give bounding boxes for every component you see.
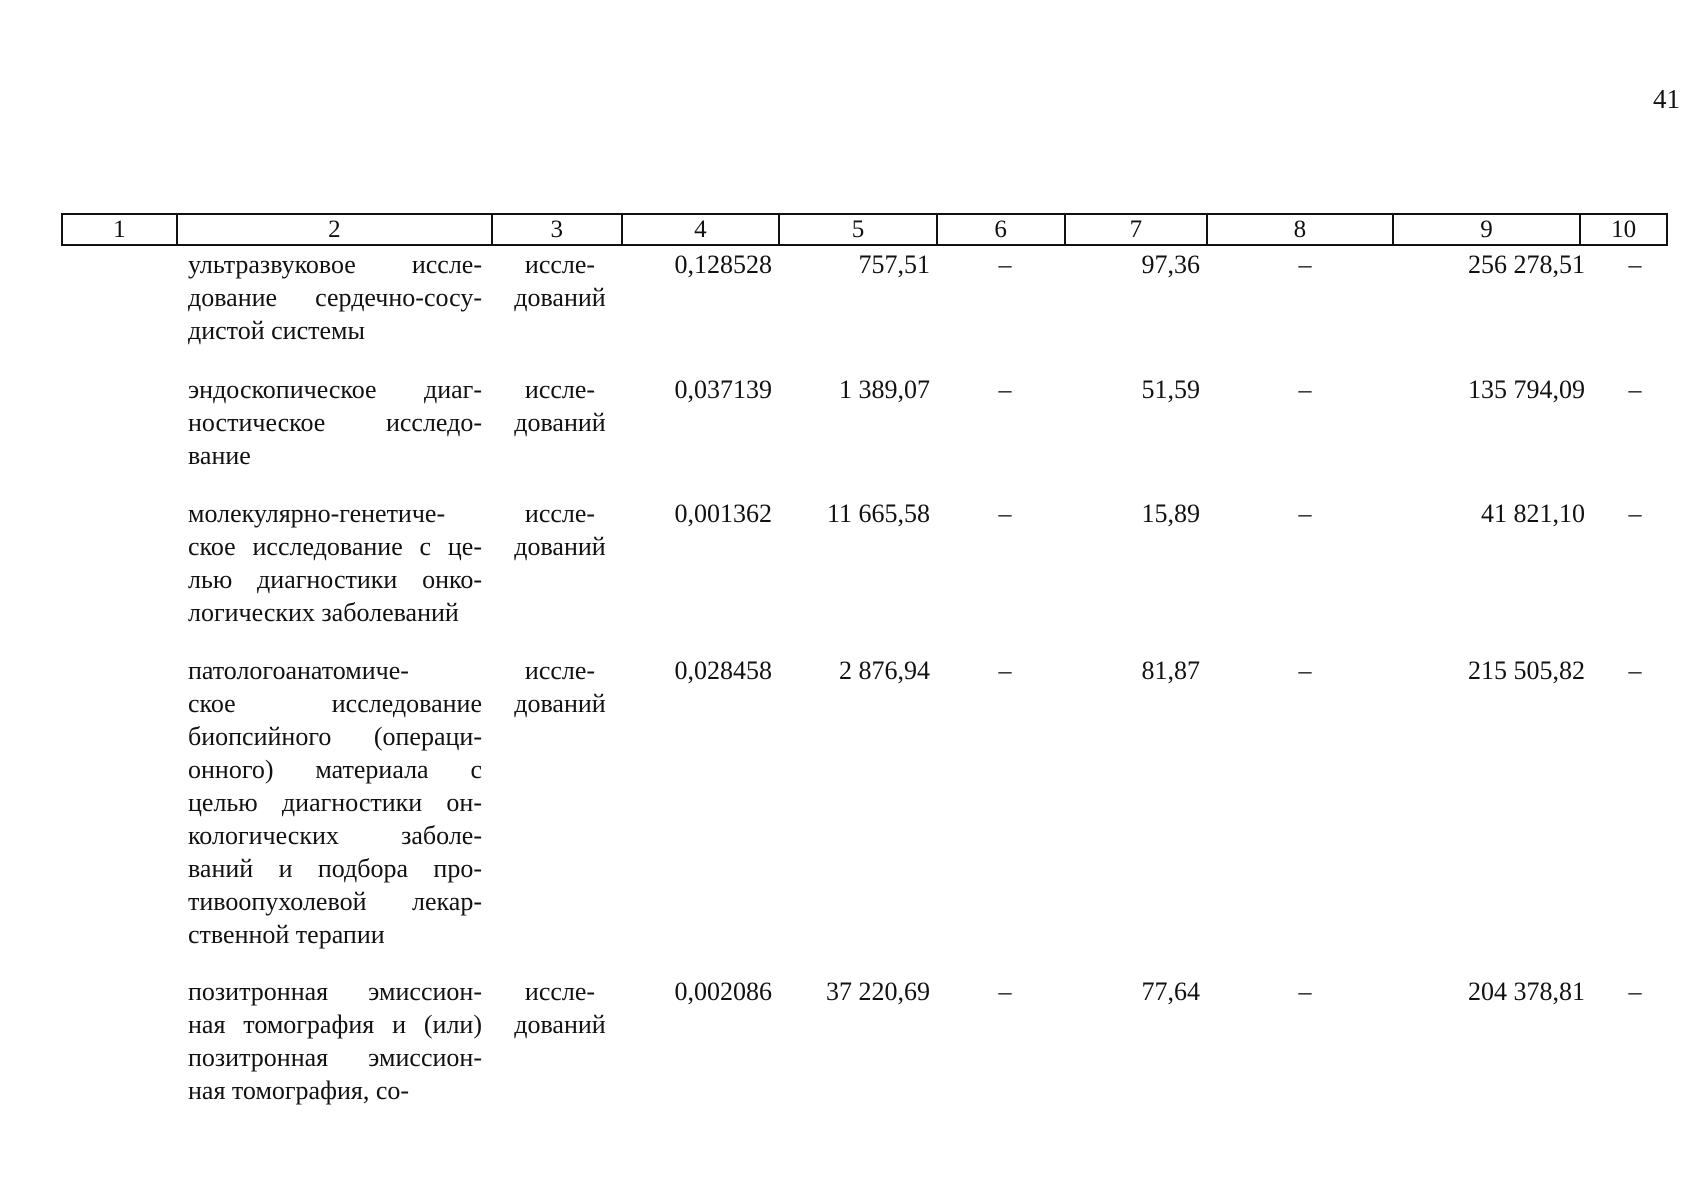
service-name-line: дование сердечно-сосу- [188, 283, 482, 312]
cell-col-4: 0,037139 [674, 375, 772, 404]
cell-col-6: – [998, 375, 1012, 404]
column-header-1: 1 [63, 215, 178, 244]
column-header-4: 4 [623, 215, 781, 244]
unit-line: дований [514, 408, 606, 437]
cell-col-5: 37 220,69 [826, 977, 930, 1006]
service-name [188, 248, 482, 347]
service-name-line: тивоопухолевой лекар- [188, 887, 482, 916]
service-name-line: целью диагностики он- [188, 788, 482, 817]
service-name-line: ское исследование с це- [188, 532, 482, 561]
service-name-line: дистой системы [188, 316, 365, 345]
cell-col-8: – [1298, 499, 1312, 528]
cell-col-5: 2 876,94 [839, 656, 930, 685]
cell-col-7: 97,36 [1141, 250, 1200, 279]
unit-line: иссле- [524, 656, 596, 685]
service-name-line: молекулярно-генетиче- [188, 499, 446, 528]
service-name-line: кологических заболе- [188, 821, 482, 850]
service-name [188, 497, 482, 629]
unit-line: иссле- [524, 375, 596, 404]
cell-col-8: – [1298, 250, 1312, 279]
cell-col-9: 135 794,09 [1468, 375, 1585, 404]
unit-line: дований [514, 532, 606, 561]
cell-col-5: 757,51 [858, 250, 930, 279]
service-name-line: патологоанатомиче- [188, 656, 409, 685]
unit [505, 654, 615, 720]
cell-col-10: – [1628, 375, 1642, 404]
column-header-10: 10 [1611, 215, 1637, 243]
cell-col-7: 77,64 [1141, 977, 1200, 1006]
service-name-line: позитронная эмиссион- [188, 1043, 482, 1072]
unit [505, 975, 615, 1041]
cell-col-4: 0,128528 [674, 250, 772, 279]
cell-col-4: 0,028458 [674, 656, 772, 685]
service-name-line: онного) материала с [188, 755, 482, 784]
column-header-5: 5 [780, 215, 938, 244]
unit [505, 497, 615, 563]
service-name-line: ная томография, со- [188, 1076, 410, 1105]
cell-col-7: 15,89 [1141, 499, 1200, 528]
column-header-9: 9 [1394, 215, 1582, 244]
service-name-line: ультразвуковое иссле- [188, 250, 482, 279]
cell-col-9: 215 505,82 [1468, 656, 1585, 685]
service-name-line: ная томография и (или) [188, 1010, 482, 1039]
cell-col-8: – [1298, 375, 1312, 404]
unit-line: дований [514, 1010, 606, 1039]
cell-col-8: – [1298, 977, 1312, 1006]
service-name [188, 654, 482, 951]
cell-col-8: – [1298, 656, 1312, 685]
cell-col-6: – [998, 250, 1012, 279]
service-name-line: ваний и подбора про- [188, 854, 482, 883]
service-name-line: эндоскопическое диаг- [188, 375, 482, 404]
cell-col-10: – [1628, 499, 1642, 528]
cell-col-9: 41 821,10 [1481, 499, 1585, 528]
unit-line: иссле- [524, 250, 596, 279]
service-name [188, 975, 482, 1107]
cell-col-9: 256 278,51 [1468, 250, 1585, 279]
column-header-6: 6 [938, 215, 1066, 244]
service-name-line: позитронная эмиссион- [188, 977, 482, 1006]
service-name-line: биопсийного (операци- [188, 722, 482, 751]
cell-col-6: – [998, 977, 1012, 1006]
cell-col-7: 51,59 [1141, 375, 1200, 404]
cell-col-7: 81,87 [1141, 656, 1200, 685]
unit [505, 373, 615, 439]
service-name-line: ственной терапии [188, 920, 385, 949]
cell-col-10: – [1628, 977, 1642, 1006]
column-header-7: 7 [1066, 215, 1209, 244]
unit-line: иссле- [524, 499, 596, 528]
page-number: 41 [1653, 84, 1680, 114]
unit-line: иссле- [524, 977, 596, 1006]
cell-col-4: 0,001362 [674, 499, 772, 528]
service-name-line: лью диагностики онко- [188, 565, 482, 594]
cell-col-10: – [1628, 250, 1642, 279]
column-header-2: 2 [178, 215, 493, 244]
cell-col-6: – [998, 656, 1012, 685]
unit [505, 248, 615, 314]
cell-col-9: 204 378,81 [1468, 977, 1585, 1006]
service-name-line: логических заболеваний [188, 598, 459, 627]
column-number-header [61, 213, 1668, 246]
cell-col-10: – [1628, 656, 1642, 685]
column-header-8: 8 [1208, 215, 1394, 244]
column-header-3: 3 [493, 215, 623, 244]
cell-col-5: 11 665,58 [826, 499, 930, 528]
cell-col-5: 1 389,07 [839, 375, 930, 404]
service-name [188, 373, 482, 472]
service-name-line: ское исследование [188, 689, 482, 718]
cell-col-4: 0,002086 [674, 977, 772, 1006]
cell-col-6: – [998, 499, 1012, 528]
service-name-line: вание [188, 441, 251, 470]
unit-line: дований [514, 689, 606, 718]
unit-line: дований [514, 283, 606, 312]
service-name-line: ностическое исследо- [188, 408, 482, 437]
